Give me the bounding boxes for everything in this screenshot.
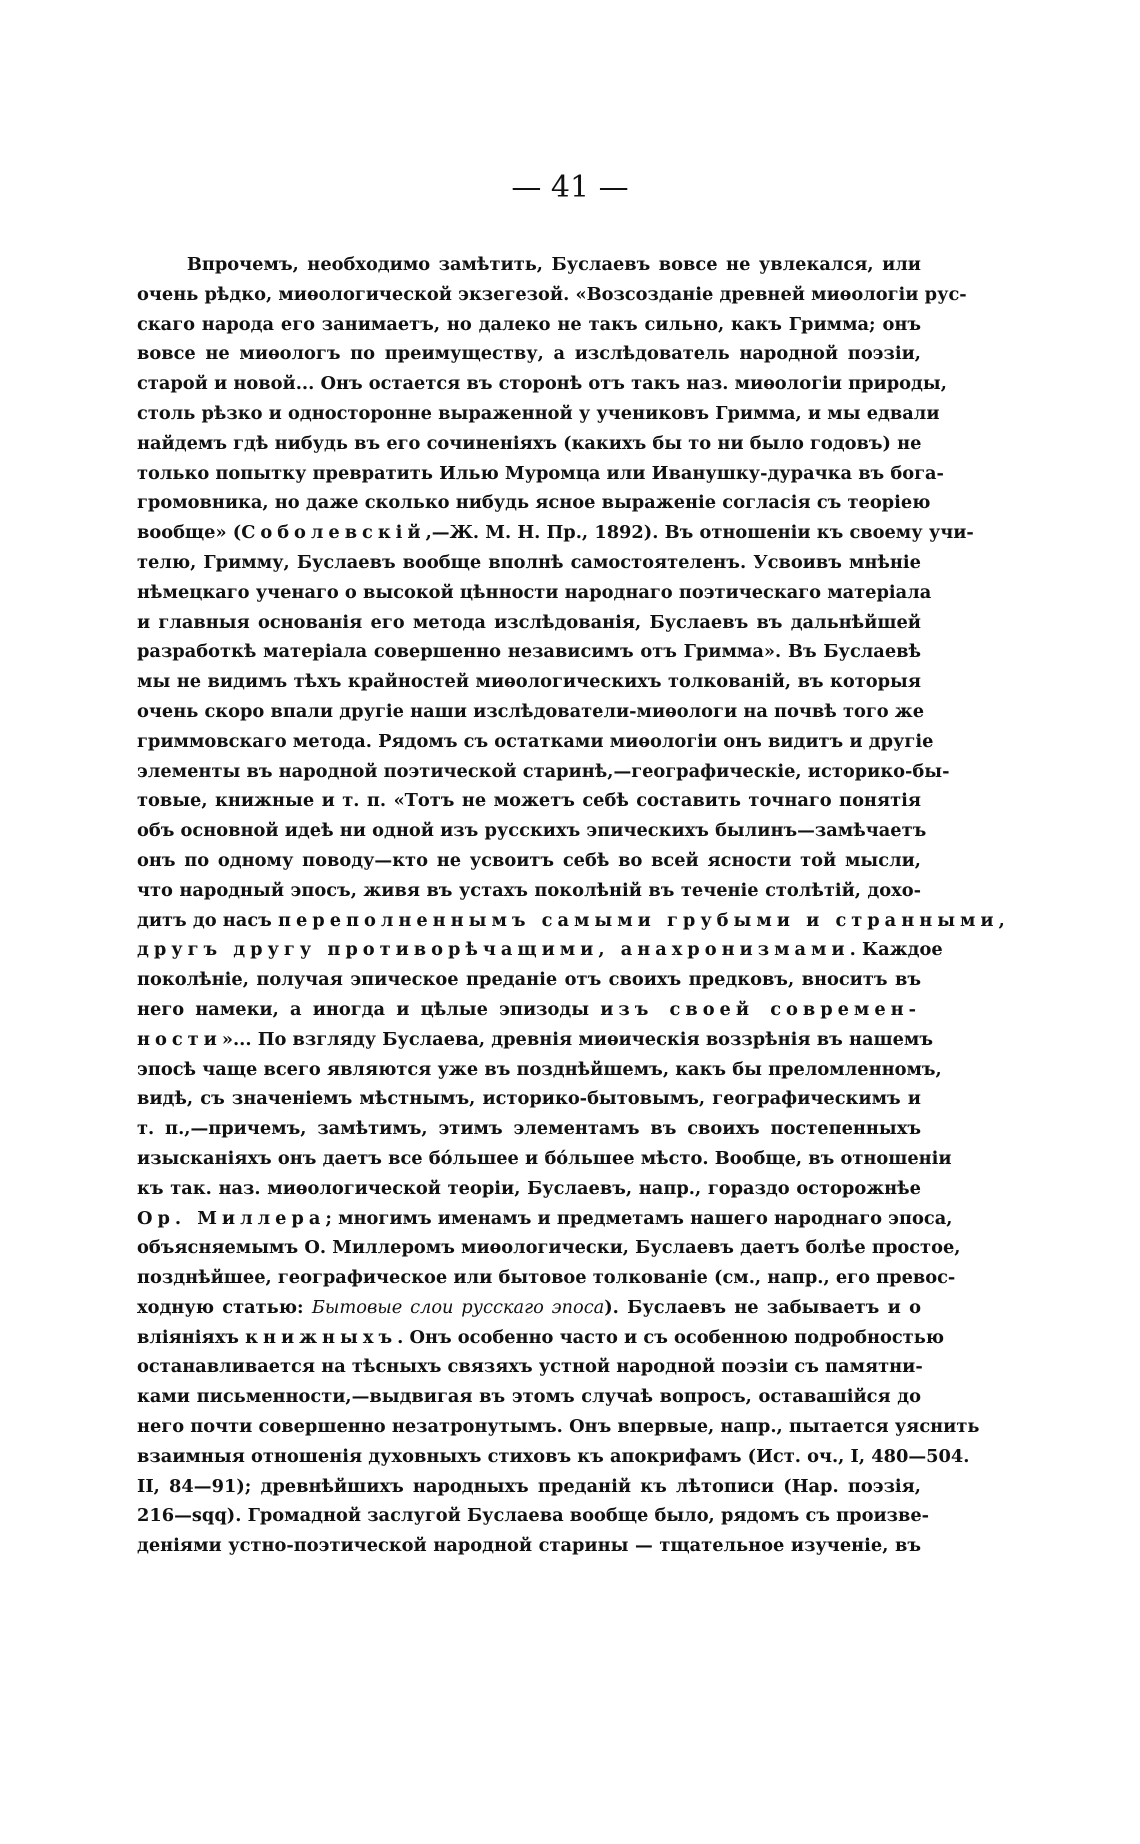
text-line [137, 1323, 944, 1353]
text-segment: элементы въ народной поэтической старинѣ,—географическіе, историко-бы- [137, 760, 950, 782]
text-segment: только попытку превратить Илью Муромца или Иванушку-дурачка въ бога- [137, 462, 944, 484]
text-segment: дитъ до насъ [137, 909, 278, 931]
text-segment: эпосѣ чаще всего являются уже въ позднѣйшемъ, какъ бы преломленномъ, [137, 1058, 942, 1080]
text-line [137, 1531, 921, 1561]
text-line [137, 1114, 921, 1144]
text-segment: найдемъ гдѣ нибудь въ его сочиненіяхъ (какихъ бы то ни было годовъ) не [137, 432, 922, 454]
text-segment: видѣ, съ значеніемъ мѣстнымъ, историко-бытовымъ, географическимъ и [137, 1088, 921, 1110]
text-segment: . Онъ особенно часто и съ особенною подробностью [397, 1326, 944, 1348]
body-text [137, 250, 1010, 1561]
text-segment: ; многимъ именамъ и предметамъ нашего народнаго эпоса, [325, 1207, 953, 1229]
text-segment: товые, книжные и т. п. «Тотъ не можетъ себѣ составить точнаго понятія [137, 790, 921, 812]
text-line [137, 935, 943, 965]
text-line [137, 280, 967, 310]
text-line [137, 1382, 921, 1412]
text-line [137, 1442, 970, 1472]
text-line [137, 995, 921, 1025]
text-line [137, 697, 925, 727]
text-line [137, 548, 921, 578]
page-number: — 41 — [511, 170, 629, 205]
italic-title-text: Бытовые слои русскаго эпоса [311, 1296, 605, 1318]
text-line [137, 1174, 921, 1204]
text-line [137, 1025, 933, 1055]
text-line [137, 1084, 921, 1114]
text-segment: объ основной идеѣ ни одной изъ русскихъ эпическихъ былинъ—замѣчаетъ [137, 820, 927, 842]
text-segment: очень скоро впали другіе наши изслѣдователи-миѳологи на почвѣ того же [137, 700, 925, 722]
text-line [137, 488, 931, 518]
text-segment: столь рѣзко и односторонне выраженной у учениковъ Гримма, и мы едвали [137, 402, 940, 424]
text-line [137, 1233, 961, 1263]
text-segment: вовсе не миѳологъ по преимуществу, а изслѣдователь народной поэзіи, [137, 343, 921, 365]
text-segment: останавливается на тѣсныхъ связяхъ устной народной поэзіи съ памятни- [137, 1356, 923, 1378]
text-segment: объясняемымъ О. Миллеромъ миѳологически, Буслаевъ даетъ болѣе простое, [137, 1237, 961, 1259]
text-segment: скаго народа его занимаетъ, но далеко не такъ сильно, какъ Гримма; онъ [137, 313, 921, 335]
spaced-emphasis-text: изъ своей современ- [600, 998, 921, 1020]
spaced-emphasis-text: книжныхъ [245, 1326, 398, 1348]
text-line [137, 578, 932, 608]
text-segment: вообще» ( [137, 522, 242, 544]
text-segment: разработкѣ матеріала совершенно независимъ отъ Гримма». Въ Буслаевѣ [137, 641, 921, 663]
text-line [137, 786, 921, 816]
text-segment: 216—sqq). Громадной заслугой Буслаева вообще было, рядомъ съ произве- [137, 1505, 930, 1527]
text-line [137, 727, 934, 757]
text-segment: къ так. наз. миѳологической теоріи, Буслаевъ, напр., гораздо осторожнѣе [137, 1177, 921, 1199]
text-segment: ками письменности,—выдвигая въ этомъ случаѣ вопросъ, оставашійся до [137, 1386, 921, 1408]
text-segment: ,—Ж. М. Н. Пр., 1892). Въ отношеніи къ своему учи- [425, 522, 974, 544]
text-segment: . Каждое [849, 939, 943, 961]
text-line [137, 1501, 930, 1531]
text-line [137, 459, 944, 489]
text-segment: что народный эпосъ, живя въ устахъ поколѣній въ теченіе столѣтій, дохо- [137, 879, 921, 901]
text-segment: поколѣніе, получая эпическое преданіе отъ своихъ предковъ, вноситъ въ [137, 969, 921, 991]
text-line [137, 965, 921, 995]
text-segment: телю, Гримму, Буслаевъ вообще вполнѣ самостоятеленъ. Усвоивъ мнѣніе [137, 551, 921, 573]
text-segment: громовника, но даже сколько нибудь ясное выраженіе согласія съ теоріею [137, 492, 931, 514]
text-line [137, 429, 921, 459]
text-line [137, 846, 921, 876]
text-line [137, 906, 1010, 936]
text-segment: II, 84—91); древнѣйшихъ народныхъ преданій къ лѣтописи (Нар. поэзія, [137, 1475, 921, 1497]
text-line [137, 1144, 952, 1174]
text-segment: взаимныя отношенія духовныхъ стиховъ къ апокрифамъ (Ист. оч., I, 480—504. [137, 1445, 970, 1467]
text-segment: старой и новой... Онъ остается въ сторонѣ отъ такъ наз. миѳологіи природы, [137, 373, 947, 395]
text-segment: вліяніяхъ [137, 1326, 246, 1348]
text-segment: мы не видимъ тѣхъ крайностей миѳологическихъ толкованій, въ которыя [137, 671, 921, 693]
text-line [137, 1472, 921, 1502]
spaced-emphasis-text: переполненнымъ самыми грубыми и странными, [277, 909, 1010, 931]
text-line [137, 667, 921, 697]
text-segment: позднѣйшее, географическое или бытовое толкованіе (см., напр., его превос- [137, 1267, 956, 1289]
text-line [137, 637, 921, 667]
text-segment: Впрочемъ, необходимо замѣтить, Буслаевъ вовсе не увлекался, или [186, 254, 921, 275]
text-segment: него намеки, а иногда и цѣлые эпизоды [137, 998, 601, 1020]
text-line [137, 1352, 921, 1382]
text-line [137, 876, 921, 906]
text-segment: ). Буслаевъ не забываетъ и о [604, 1296, 921, 1318]
spaced-emphasis-text: Ор. Миллера [137, 1207, 326, 1229]
text-line [137, 1412, 980, 1442]
spaced-emphasis-text: другъ другу противорѣчащими, анахронизмами [137, 939, 850, 961]
text-segment: нѣмецкаго ученаго о высокой цѣнности народнаго поэтическаго матеріала [137, 581, 932, 603]
text-line [137, 369, 947, 399]
text-segment: ходную статью: [137, 1296, 312, 1318]
text-segment: и главныя основанія его метода изслѣдованія, Буслаевъ въ дальнѣйшей [137, 611, 921, 633]
text-line [137, 1204, 953, 1234]
text-segment: очень рѣдко, миѳологической экзегезой. «Возсозданіе древней миѳологіи рус- [137, 283, 967, 305]
text-line [137, 310, 921, 340]
text-segment: онъ по одному поводу—кто не усвоитъ себѣ во всей ясности той мысли, [137, 849, 921, 871]
text-line [137, 816, 927, 846]
spaced-emphasis-text: Соболевскій [241, 522, 426, 544]
spaced-emphasis-text: ности [137, 1028, 222, 1050]
text-segment: »... По взгляду Буслаева, древнія миѳическія воззрѣнія въ нашемъ [221, 1028, 933, 1050]
text-line [137, 1055, 942, 1085]
text-line [137, 518, 974, 548]
text-segment: гриммовскаго метода. Рядомъ съ остатками миѳологіи онъ видитъ и другіе [137, 730, 934, 752]
text-segment: изысканіяхъ онъ даетъ все бо́льшее и бо́льшее мѣсто. Вообще, въ отношеніи [137, 1147, 952, 1169]
text-line [137, 250, 921, 280]
text-line [137, 608, 921, 638]
text-segment: т. п.,—причемъ, замѣтимъ, этимъ элементамъ въ своихъ постепенныхъ [137, 1118, 921, 1140]
text-segment: него почти совершенно незатронутымъ. Онъ впервые, напр., пытается уяснить [137, 1416, 980, 1438]
text-line [137, 757, 950, 787]
text-line [137, 399, 940, 429]
text-line [137, 1263, 956, 1293]
text-line [137, 339, 921, 369]
text-segment: деніями устно-поэтической народной старины — тщательное изученіе, въ [137, 1535, 921, 1557]
text-line [137, 1293, 921, 1323]
